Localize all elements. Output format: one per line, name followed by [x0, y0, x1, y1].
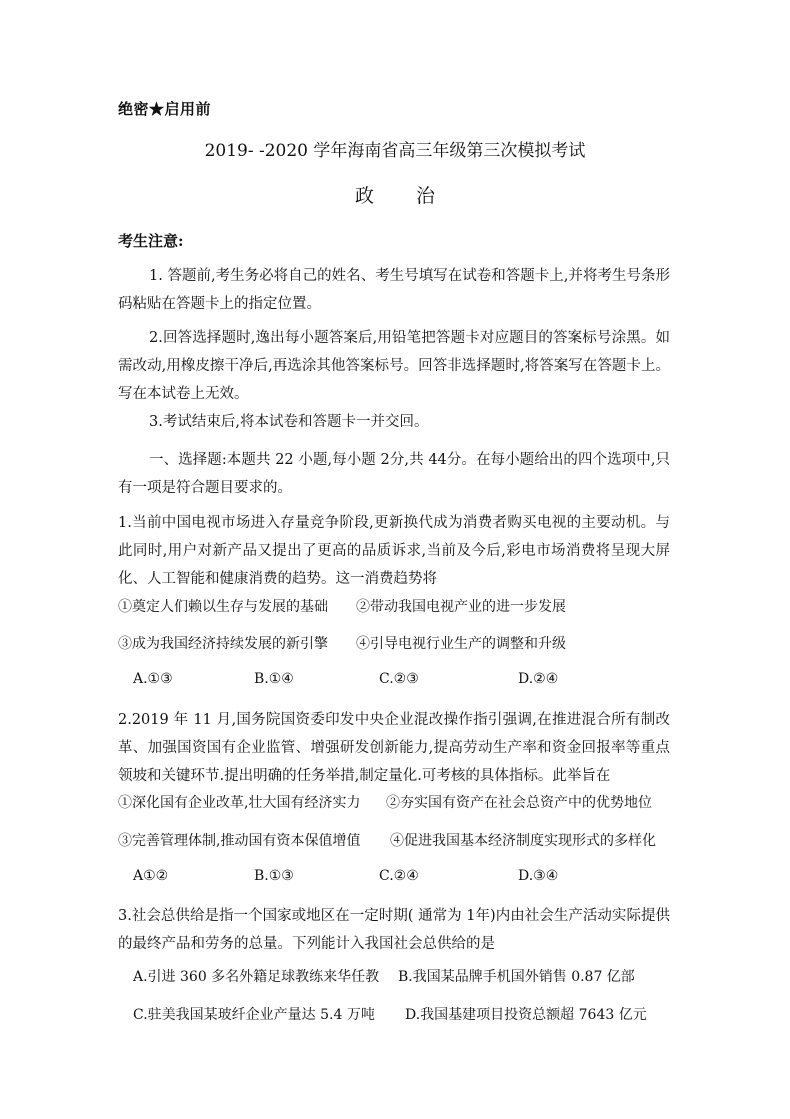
subject-title: 政 治	[354, 185, 454, 207]
question-1-stem: 1.当前中国电视市场进入存量竞争阶段,更新换代成为消费者购买电视的主要动机。与此同时,用户对新产品又提出了更高的品质诉求,当前及今后,彩电市场消费将呈现大屏化、人工智能和健康消费的趋势。这一消费趋势将	[118, 515, 670, 587]
question-3-option-b: B.我国某品牌手机国外销售 0.87 亿部	[398, 969, 635, 985]
question-3-option-c: C.驻美我国某玻纤企业产量达 5.4 万吨	[133, 1007, 375, 1023]
question-1-option-a: A.①③	[133, 671, 173, 687]
question-1-statement-3: ③成为我国经济持续发展的新引擎	[118, 636, 328, 652]
notice-item-3: 3.考试结束后,将本试卷和答题卡一并交回。	[149, 414, 429, 430]
question-2-statement-3: ③完善管理体制,推动国有资本保值增值	[118, 833, 361, 849]
exam-title: 2019- -2020 学年海南省高三年级第三次模拟考试	[204, 141, 586, 161]
notice-item-2: 2.回答选择题时,逸出每小题答案后,用铅笔把答题卡对应题目的答案标号涂黑。如需改动,用橡皮擦干净后,再选涂其他答案标号。回答非选择题时,将答案写在答题卡上。写在本试卷上无效。	[118, 330, 670, 402]
question-1-option-d: D.②④	[518, 671, 559, 687]
question-2-statement-2: ②夯实国有资产在社会总资产中的优势地位	[386, 795, 652, 811]
question-2-option-d: D.③④	[518, 868, 559, 884]
question-2-option-c: C.②④	[379, 868, 419, 884]
question-3-option-a: A.引进 360 多名外籍足球教练来华任教	[133, 969, 380, 985]
question-2-option-a: A①②	[133, 868, 169, 884]
question-1-option-c: C.②③	[379, 671, 419, 687]
question-2-statement-4: ④促进我国基本经济制度实现形式的多样化	[390, 833, 656, 849]
question-1-statement-2: ②带动我国电视产业的进一步发展	[356, 599, 566, 615]
notice-heading: 考生注意:	[118, 232, 184, 250]
question-2-stem: 2.2019 年 11 月,国务院国资委印发中央企业混改操作指引强调,在推进混合所有制改革、加强国资国有企业监管、增强研发创新能力,提高劳动生产率和资金回报率等重点领坡和关键环节.提出明确的任务举措,制定量化.可考核的具体指标。此举旨在	[118, 712, 670, 784]
question-1-option-b: B.①④	[254, 671, 294, 687]
notice-item-1: 1. 答题前,考生务必将自己的姓名、考生号填写在试卷和答题卡上,并将考生号条形码粘贴在答题卡上的指定位置。	[118, 268, 670, 312]
confidential-mark: 绝密★启用前	[118, 100, 212, 118]
question-3-option-d: D.我国基建项目投资总额超 7643 亿元	[405, 1007, 647, 1023]
question-2-statement-1: ①深化国有企业改革,壮大国有经济实力	[118, 795, 361, 811]
question-1-statement-4: ④引导电视行业生产的调整和升级	[356, 636, 566, 652]
question-1-statement-1: ①奠定人们赖以生存与发展的基础	[118, 599, 328, 615]
question-2-option-b: B.①③	[254, 868, 294, 884]
question-3-stem: 3.社会总供给是指一个国家或地区在一定时期( 通常为 1年)内由社会生产活动实际提供的最终产品和劳务的总量。下列能计入我国社会总供给的是	[118, 908, 670, 952]
section-intro: 一、选择题:本题共 22 小题,每小题 2分,共 44分。在每小题给出的四个选项中,只有一项是符合题目要求的。	[118, 452, 670, 496]
